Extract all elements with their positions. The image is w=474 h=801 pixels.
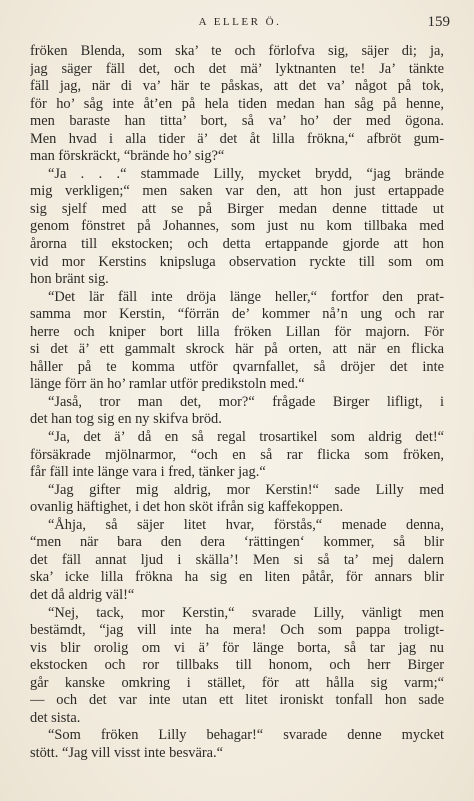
text-line: går kanske omkring i stället, för att hålla sig varm;“ [30,674,444,691]
text-line: man förskräckt, “brände ho’ sig?“ [30,148,225,165]
page-header [30,16,450,38]
body-text [30,43,444,762]
text-line: försäkrade mjölnarmor, “och en så rar flicka som fröken, [30,446,444,463]
text-line: “Ja, det ä’ då en så regal trosartikel som aldrig det!“ [48,429,444,446]
text-line: men baraste han titta’ bort, så va’ ho’ der med ögona. [30,113,444,130]
text-line: stött. “Jag vill visst inte besvära.“ [30,744,224,761]
text-line: det då aldrig väl!“ [30,586,135,603]
text-line: — och det var inte utan ett litet ironiskt tonfall hon sade [30,692,444,709]
text-line: håller på te komma utför qvarnfallet, så dröjer det inte [30,358,444,375]
text-line: samma mor Kerstin, “förrän de’ kommer nå’n ung och rar [30,306,444,323]
text-line: länge förr än ho’ ramlar utför predikstoln med.“ [30,376,305,393]
text-line: fröken Blenda, som ska’ te och förlofva sig, säjer di; ja, [30,43,444,59]
text-line: bestämdt, “jag vill inte ha mera! Och som pappa troligt- [30,622,444,639]
page-number: 159 [427,14,450,30]
text-line: ska’ icke lilla frökna ha sig en liten påtår, för annars blir [30,569,444,586]
text-line: herre och kniper bort lilla fröken Lillan för majorn. För [30,323,444,340]
text-line: för ho’ såg inte åt’en på hela tiden medan han såg på henne, [30,95,444,112]
text-line: genom fönstret på Johannes, som just nu kom tillbaka med [30,218,444,235]
text-line: “Nej, tack, mor Kerstin,“ svarade Lilly, vänligt men [48,604,444,621]
text-line: “Jaså, tror man det, mor?“ frågade Birger lifligt, i [48,393,444,410]
text-line: mig verkligen;“ men saken var den, att hon just ertappade [30,183,444,200]
text-line: sig sjelf med att se på Birger medan denne tittade ut [30,200,444,217]
text-line: “Det lär fäll inte dröja länge heller,“ fortfor den prat- [48,288,444,305]
text-line: “Som fröken Lilly behagar!“ svarade denne mycket [48,727,444,744]
text-line: vis blir orolig om vi ä’ för länge borta, så tar jag nu [30,639,444,656]
text-line: får fäll inte länge vara i fred, tänker jag.“ [30,464,266,481]
text-line: jag säger fäll det, och det mä’ lyktnanten te! Ja’ tänkte [30,60,444,77]
text-line: “Åhja, så säjer litet hvar, förstås,“ menade denna, [48,516,444,533]
running-head: A ELLER Ö. [198,16,282,28]
text-line: si det ä’ ett gammalt skrock här på orten, att när en flicka [30,341,444,358]
text-line: ovanlig häftighet, i det hon sköt ifrån sig kaffekoppen. [30,499,344,516]
text-line: “Ja . . .“ stammade Lilly, mycket brydd, “jag brände [48,165,444,182]
text-line: årorna till ekstocken; och detta ertappande gjorde att hon [30,236,444,253]
text-line: vid mor Kerstins knipsluga observation ryckte till som om [30,253,444,270]
text-line: ekstocken och ror tillbaks till honom, och herr Birger [30,657,444,674]
text-line: det fäll annat ljud i skälla’! Men si så ta’ mej dalern [30,551,444,568]
text-line: det han tog sig en ny skifva bröd. [30,411,222,428]
text-line: det sista. [30,709,81,726]
text-line: hon bränt sig. [30,271,109,288]
text-line: “men när bara den dera ‘rättingen‘ kommer, så blir [30,534,444,551]
text-line: “Jag gifter mig aldrig, mor Kerstin!“ sade Lilly med [48,481,444,498]
text-line: Men hvad i alla tider ä’ det åt lilla frökna,“ afbröt gum- [30,130,444,147]
text-line: fäll jag, när di va’ här te påskas, att det va’ något på tok, [30,78,444,95]
